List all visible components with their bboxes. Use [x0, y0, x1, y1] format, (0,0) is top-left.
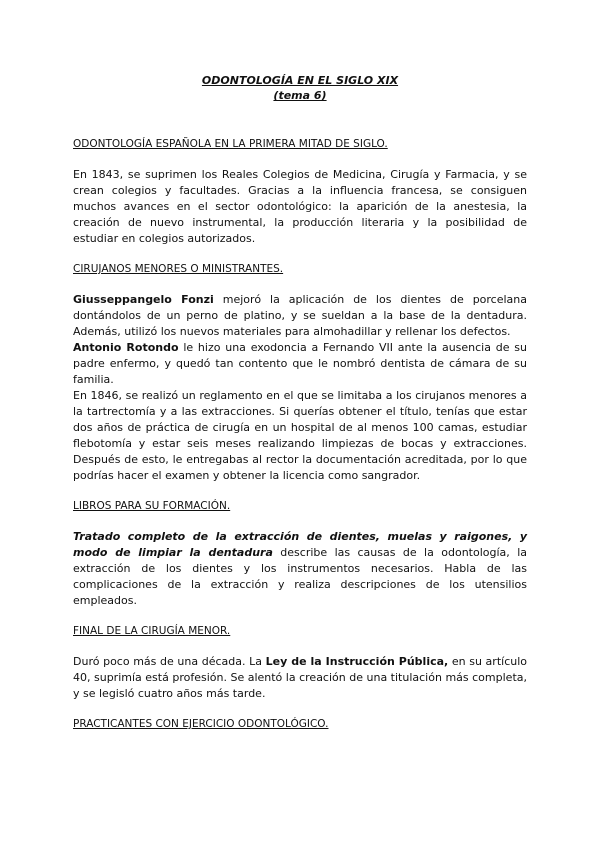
section-heading: FINAL DE LA CIRUGÍA MENOR. — [73, 625, 231, 637]
paragraph-text: le hizo una exodoncia a Fernando VII ante la ausencia de su padre enfermo, y quedó tan contento que le nombró dentista de cámara de su familia. — [73, 341, 527, 386]
paragraph-text: mejoró la aplicación de los dientes de porcelana dontándolos de un perno de platino, y se sueldan a la base de la dentadura. Además, utilizó los nuevos materiales para almohadillar y rellenar los defectos. — [73, 293, 528, 338]
book-title: Tratado completo de la extracción de dientes, muelas y raigones, y modo de limpiar la dentadura — [73, 530, 527, 559]
paragraph-text: en su artículo 40, suprimía está profesión. Se alentó la creación de una titulación más completa, y se legisló cuatro años más tarde. — [73, 655, 527, 700]
paragraph — [73, 529, 527, 609]
section-heading: CIRUJANOS MENORES O MINISTRANTES. — [73, 263, 284, 275]
paragraph-text: Duró poco más de una década. La — [73, 655, 266, 668]
paragraph — [73, 340, 527, 388]
section-heading: LIBROS PARA SU FORMACIÓN. — [73, 500, 231, 512]
section-heading: PRACTICANTES CON EJERCICIO ODONTOLÓGICO. — [73, 718, 329, 730]
person-name: Giusseppangelo Fonzi — [73, 293, 214, 306]
law-name: Ley de la Instrucción Pública, — [265, 655, 449, 668]
paragraph — [73, 292, 527, 340]
document-page — [73, 73, 527, 732]
paragraph-text: describe las causas de la odontología, la extracción de los dientes y los instrumentos necesarios. Habla de las complicaciones de la extracción y realiza descripciones de los utensilios empleados. — [73, 546, 527, 607]
person-name: Antonio Rotondo — [73, 341, 179, 354]
paragraph: En 1843, se suprimen los Reales Colegios de Medicina, Cirugía y Farmacia, y se crean colegios y facultades. Gracias a la influencia francesa, se consiguen muchos avances en el sector odontológico: la aparición de la anestesia, la creación de nuevo instrumental, la producción literaria y la posibilidad de estudiar en colegios autorizados. — [73, 168, 527, 245]
section-heading: ODONTOLOGÍA ESPAÑOLA EN LA PRIMERA MITAD DE SIGLO. — [73, 138, 388, 150]
paragraph — [73, 654, 527, 702]
document-subtitle: (tema 6) — [273, 89, 327, 102]
paragraph: En 1846, se realizó un reglamento en el que se limitaba a los cirujanos menores a la tartrectomía y a las extracciones. Si querías obtener el título, tenías que estar dos años de práctica de cirugía en un hospital de al menos 100 camas, estudiar flebotomía y estar seis meses realizando limpiezas de bocas y extracciones. Después de esto, le entregabas al rector la documentación acreditada, por lo que podrías hacer el examen y obtener la licencia como sangrador. — [73, 389, 527, 482]
document-title: ODONTOLOGÍA EN EL SIGLO XIX — [201, 74, 399, 87]
